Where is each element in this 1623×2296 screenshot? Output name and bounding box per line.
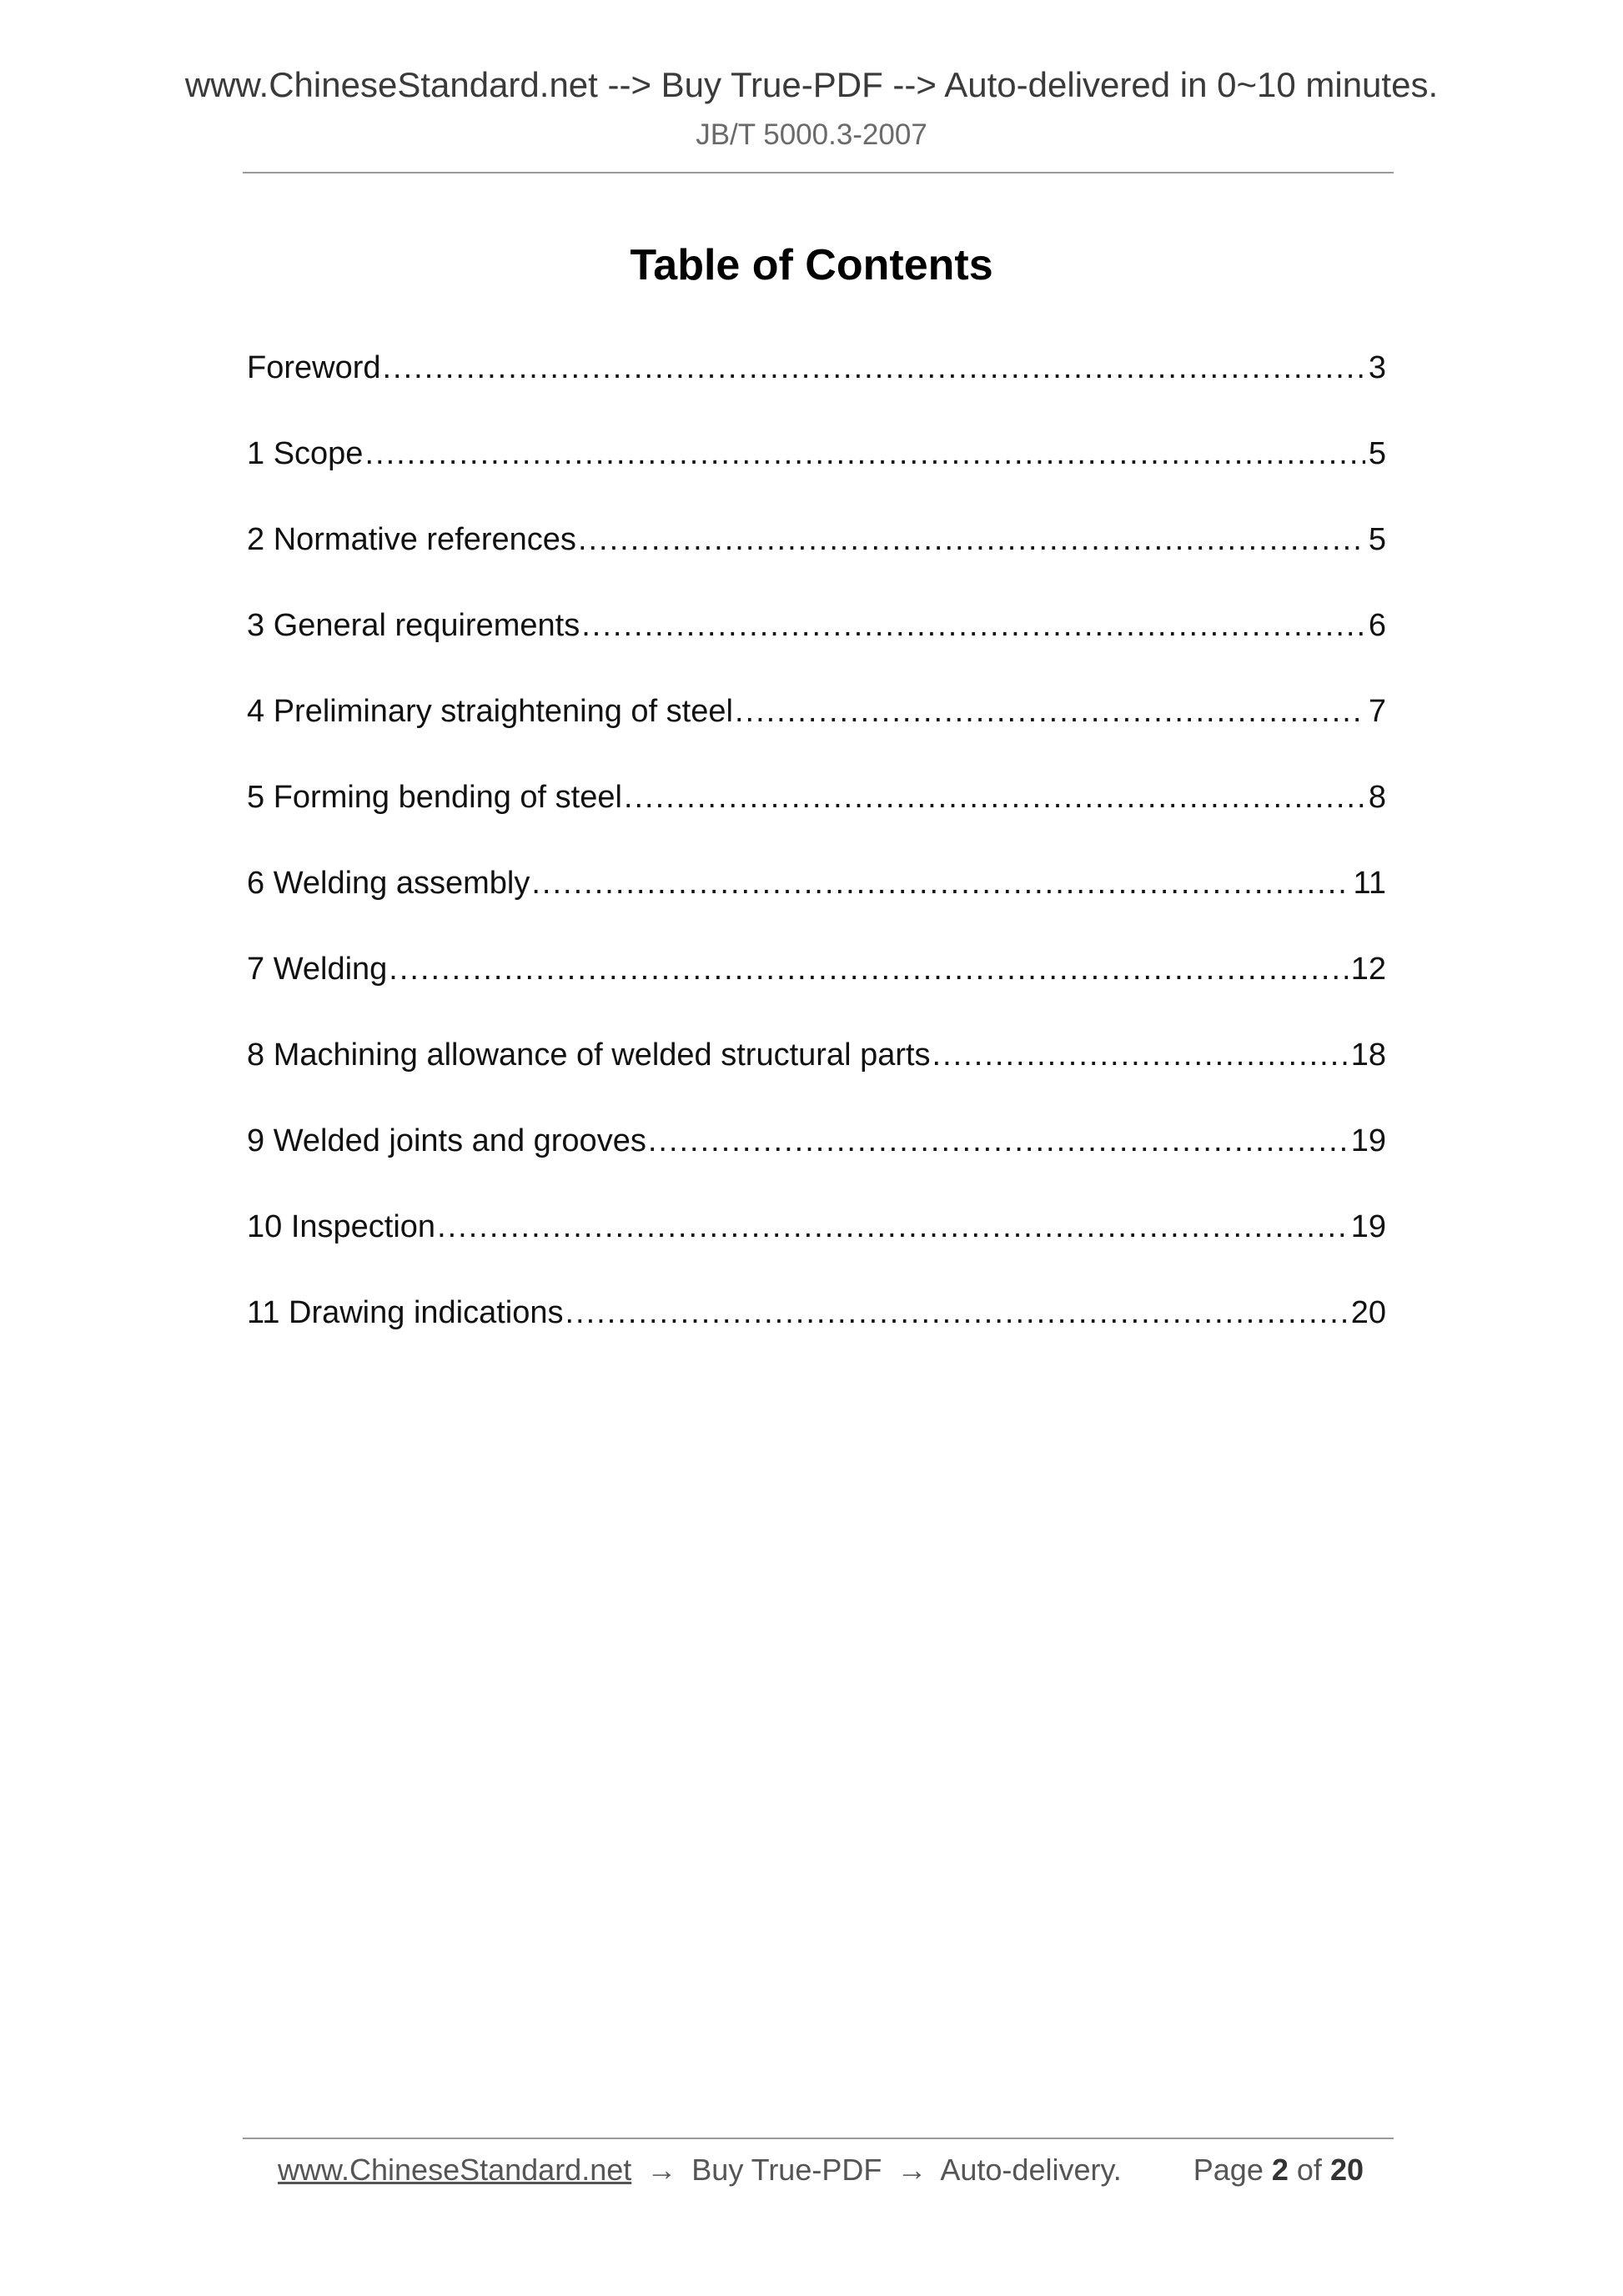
arrow-right-icon: → [897, 2153, 927, 2187]
toc-dot-leader [531, 866, 1349, 902]
toc-dot-leader [383, 350, 1365, 386]
toc-entry-page: 3 [1368, 350, 1386, 385]
toc-entry-page: 12 [1350, 952, 1386, 987]
page-title: Table of Contents [630, 241, 993, 289]
toc-dot-leader [437, 1209, 1348, 1245]
footer-site-link[interactable]: www.ChineseStandard.net [278, 2153, 632, 2187]
toc-entry-label: Foreword [247, 350, 381, 385]
toc-entry-label: 9 Welded joints and grooves [247, 1123, 646, 1158]
header-divider [243, 172, 1394, 173]
standard-code: JB/T 5000.3-2007 [696, 118, 927, 151]
toc-entry-label: 2 Normative references [247, 522, 576, 557]
toc-entry-label: 5 Forming bending of steel [247, 780, 622, 815]
toc-entry-page: 6 [1368, 608, 1386, 643]
total-page-count: 20 [1329, 2153, 1364, 2187]
toc-entry-page: 7 [1368, 694, 1386, 729]
current-page-number: 2 [1271, 2153, 1289, 2187]
page-footer [243, 2138, 1394, 2188]
toc-entry-welding[interactable] [247, 952, 1386, 1037]
toc-entry-welded-joints[interactable] [247, 1123, 1386, 1209]
toc-dot-leader [565, 1295, 1348, 1331]
toc-entry-label: 11 Drawing indications [247, 1295, 564, 1330]
footer-buy-text: Buy True-PDF [691, 2153, 882, 2187]
toc-dot-leader [389, 952, 1347, 987]
toc-entry-scope[interactable] [247, 436, 1386, 522]
toc-entry-label: 3 General requirements [247, 608, 580, 643]
toc-entry-label: 6 Welding assembly [247, 866, 530, 901]
toc-entry-label: 4 Preliminary straightening of steel [247, 694, 733, 729]
of-word: of [1296, 2153, 1322, 2187]
toc-entry-foreword[interactable] [247, 350, 1386, 436]
page-indicator [1193, 2153, 1364, 2188]
toc-dot-leader [624, 780, 1365, 816]
arrow-right-icon: → [646, 2153, 677, 2187]
page-word: Page [1193, 2153, 1264, 2187]
toc-dot-leader [648, 1123, 1348, 1159]
toc-list [247, 350, 1386, 1381]
toc-entry-page: 19 [1350, 1209, 1386, 1244]
toc-entry-label: 10 Inspection [247, 1209, 436, 1244]
toc-entry-welding-assembly[interactable] [247, 866, 1386, 952]
toc-dot-leader [581, 608, 1365, 644]
toc-entry-general-requirements[interactable] [247, 608, 1386, 694]
header-banner-text: www.ChineseStandard.net --> Buy True-PDF --> Auto-delivered in 0~10 minutes. [184, 65, 1439, 104]
footer-delivery-text: Auto-delivery. [940, 2153, 1122, 2187]
toc-entry-label: 8 Machining allowance of welded structural parts [247, 1037, 931, 1073]
toc-entry-page: 5 [1368, 436, 1386, 471]
toc-dot-leader [364, 436, 1364, 472]
toc-entry-page: 18 [1350, 1037, 1386, 1073]
toc-dot-leader [578, 522, 1365, 558]
toc-dot-leader [932, 1037, 1348, 1073]
toc-entry-preliminary-straightening[interactable] [247, 694, 1386, 780]
toc-entry-inspection[interactable] [247, 1209, 1386, 1295]
toc-dot-leader [735, 694, 1365, 730]
footer-promo [278, 2153, 1122, 2188]
toc-entry-forming-bending[interactable] [247, 780, 1386, 866]
toc-entry-normative-references[interactable] [247, 522, 1386, 608]
toc-entry-label: 7 Welding [247, 952, 388, 987]
toc-entry-label: 1 Scope [247, 436, 364, 471]
toc-entry-page: 20 [1350, 1295, 1386, 1330]
toc-entry-page: 11 [1353, 866, 1386, 901]
toc-entry-machining-allowance[interactable] [247, 1037, 1386, 1123]
toc-entry-drawing-indications[interactable] [247, 1295, 1386, 1381]
toc-entry-page: 19 [1350, 1123, 1386, 1158]
toc-entry-page: 5 [1368, 522, 1386, 557]
toc-entry-page: 8 [1368, 780, 1386, 815]
